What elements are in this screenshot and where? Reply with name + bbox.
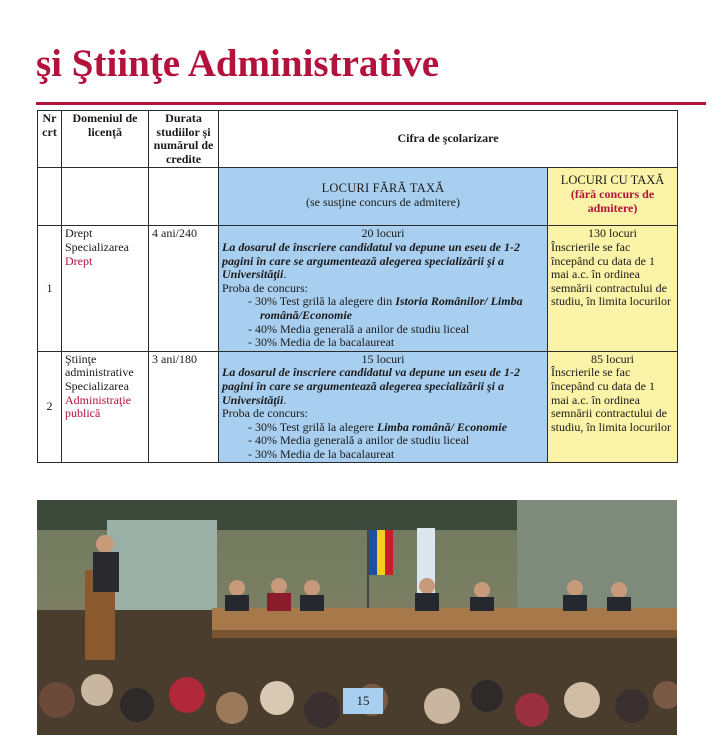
admission-table: [37, 110, 678, 463]
criterion-item: - 30% Test grilă la alegere Limba română/ Economie: [248, 419, 507, 434]
free-places-cell: [219, 351, 548, 463]
essay-period: .: [283, 267, 287, 282]
paid-terms: Înscrierile se fac începând cu data de 1 mai a.c. în ordinea semnării contractului de studiu, în limita locurilor: [551, 239, 671, 309]
duration-cell: 3 ani/180: [149, 351, 219, 463]
header-row: [38, 111, 678, 168]
free-count: 15 locuri: [361, 351, 405, 366]
criterion-item: - 30% Media de la bacalaureat: [248, 446, 395, 461]
proba-label: Proba de concurs:: [222, 280, 308, 295]
free-places-header: [219, 168, 548, 226]
row-number: 2: [38, 351, 62, 463]
duration-cell: 4 ani/240: [149, 226, 219, 351]
criteria-list: [222, 421, 544, 462]
criterion-item: - 40% Media generală a anilor de studiu liceal: [248, 321, 470, 336]
header-duration: Durata studiilor şi numărul de credite: [149, 111, 219, 168]
table-row: [38, 226, 678, 351]
domain-cell: [62, 351, 149, 463]
paid-places-cell: [548, 351, 678, 463]
free-places-subtitle: (se susţine concurs de admitere): [306, 194, 460, 209]
spec-name: Drept: [65, 253, 93, 268]
header-nr: Nr crt: [38, 111, 62, 168]
proba-label: Proba de concurs:: [222, 406, 308, 421]
paid-places-cell: [548, 226, 678, 351]
empty-cell: [149, 168, 219, 226]
paid-places-header: [548, 168, 678, 226]
spec-label: Specializarea: [65, 239, 129, 254]
domain-cell: [62, 226, 149, 351]
criterion-item: - 30% Test grilă la alegere din Istoria Românilor/ Limba română/Economie: [248, 294, 523, 322]
page-title: şi Ştiinţe Administrative: [36, 42, 440, 85]
domain-name: Drept: [65, 226, 93, 241]
free-places-title: LOCURI FĂRĂ TAXĂ: [321, 181, 445, 196]
paid-terms: Înscrierile se fac începând cu data de 1 mai a.c. în ordinea semnării contractului de studiu, în limita locurilor: [551, 365, 671, 434]
essay-period: .: [283, 392, 287, 407]
paid-places-subtitle: (fără concurs de admitere): [570, 186, 655, 215]
criterion-item: - 30% Media de la bacalaureat: [248, 335, 395, 350]
paid-count: 85 locuri: [591, 351, 634, 366]
empty-cell: [38, 168, 62, 226]
spec-name: Administraţie publică: [65, 392, 131, 421]
domain-name: Ştiinţe administrative: [65, 351, 134, 380]
header-domain: Domeniul de licenţă: [62, 111, 149, 168]
title-rule: [36, 102, 706, 105]
criterion-item: - 40% Media generală a anilor de studiu liceal: [248, 433, 470, 448]
criteria-list: [222, 295, 544, 349]
spec-label: Specializarea: [65, 378, 129, 393]
empty-cell: [62, 168, 149, 226]
subheader-row: [38, 168, 678, 226]
table-row: [38, 351, 678, 463]
free-count: 20 locuri: [361, 226, 405, 241]
essay-requirement: La dosarul de înscriere candidatul va depune un eseu de 1-2 pagini în care se argumentează alegerea specializării şi a Universităţii: [222, 239, 521, 282]
header-cifra: Cifra de şcolarizare: [219, 111, 678, 168]
row-number: 1: [38, 226, 62, 351]
free-places-cell: [219, 226, 548, 351]
paid-places-title: LOCURI CU TAXĂ: [560, 173, 665, 188]
paid-count: 130 locuri: [588, 226, 637, 241]
essay-requirement: La dosarul de înscriere candidatul va depune un eseu de 1-2 pagini în care se argumentează alegerea specializării şi a Universităţii: [222, 365, 521, 407]
page-number: 15: [343, 688, 383, 714]
